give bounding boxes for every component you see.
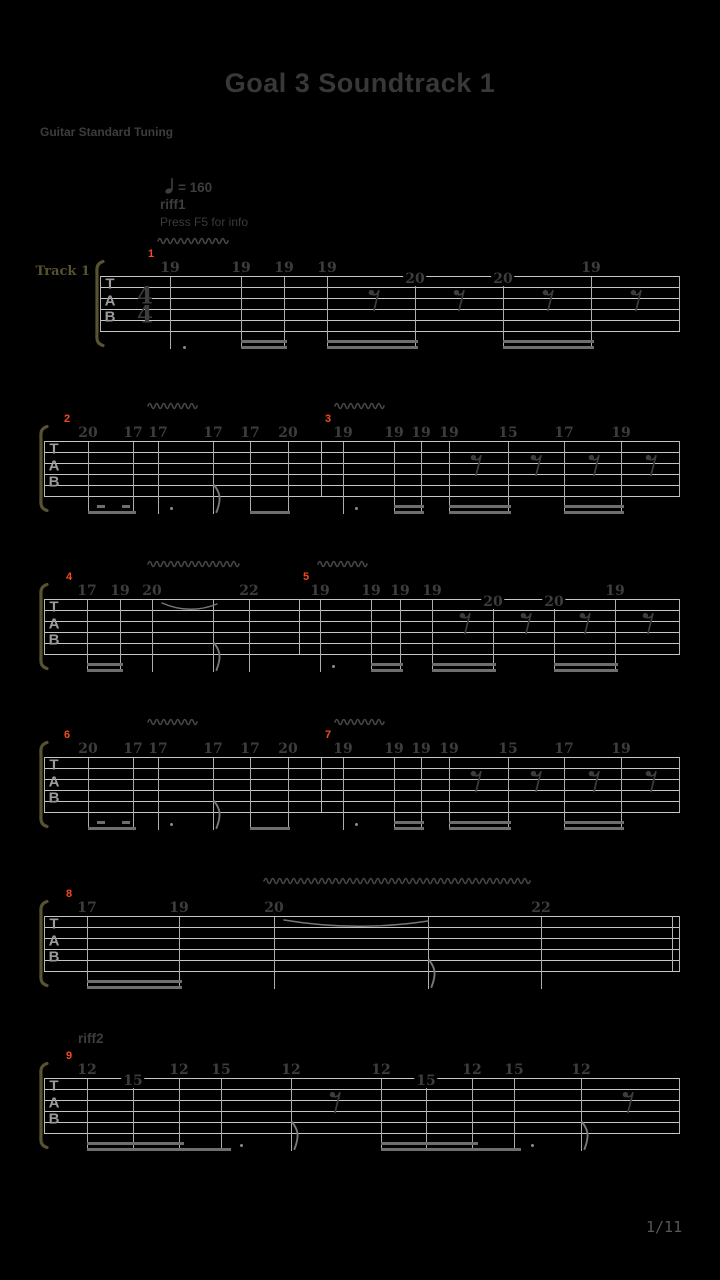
- note-stem: [249, 600, 250, 672]
- page-number: 1/11: [646, 1218, 683, 1236]
- eighth-flag-icon: [213, 643, 223, 671]
- tab-clef-letter: A: [48, 773, 60, 791]
- eighth-rest-icon: [645, 769, 658, 792]
- eighth-rest-icon: [588, 453, 601, 476]
- staff-bracket-icon: [35, 741, 48, 828]
- eighth-flag-icon: [213, 485, 223, 513]
- note-stem: [88, 442, 89, 514]
- eighth-rest-icon: [453, 288, 466, 311]
- note-stem: [415, 277, 416, 349]
- tab-clef-letter: T: [105, 275, 115, 293]
- note-stem: [320, 600, 321, 672]
- measure-number: 2: [64, 413, 71, 425]
- augmentation-dot: [531, 1144, 534, 1147]
- note-stem: [179, 1079, 180, 1151]
- staff-line: [44, 757, 680, 758]
- track-label: Track 1: [35, 264, 90, 279]
- measure-number: 9: [66, 1050, 73, 1062]
- tab-clef-letter: A: [48, 1094, 60, 1112]
- press-f5-info: Press F5 for info: [160, 215, 249, 229]
- staff-line: [44, 654, 680, 655]
- staff-line: [44, 790, 680, 791]
- end-barline: [679, 1078, 681, 1133]
- fret-number: 17: [148, 741, 168, 757]
- vibrato-squiggle-icon: [335, 401, 388, 409]
- fret-number: 20: [278, 741, 298, 757]
- fret-number: 17: [554, 425, 574, 441]
- augmentation-dot: [332, 665, 335, 668]
- note-stem: [158, 442, 159, 514]
- tab-clef-letter: B: [48, 948, 60, 966]
- fret-number: 15: [498, 741, 518, 757]
- fret-number: 12: [169, 1062, 189, 1078]
- tab-clef-letter: B: [48, 789, 60, 807]
- fret-number: 12: [77, 1062, 97, 1078]
- staff-line: [44, 1089, 680, 1090]
- fret-number: 12: [371, 1062, 391, 1078]
- beam: [554, 663, 618, 666]
- tab-clef-letter: T: [49, 1077, 59, 1095]
- tab-clef-letter: A: [48, 615, 60, 633]
- augmentation-dot: [170, 823, 173, 826]
- beam: [381, 1142, 478, 1145]
- augmentation-dot: [355, 507, 358, 510]
- end-barline: [672, 916, 673, 971]
- time-signature-denominator: 4: [136, 301, 154, 329]
- eighth-rest-icon: [459, 611, 472, 634]
- fret-number: 19: [439, 741, 459, 757]
- fret-number: 19: [439, 425, 459, 441]
- beam: [394, 511, 424, 514]
- note-stem: [288, 442, 289, 514]
- staff-line: [44, 1111, 680, 1112]
- note-stem: [371, 600, 372, 672]
- fret-number: 15: [211, 1062, 231, 1078]
- beam: [503, 340, 594, 343]
- note-stem: [421, 442, 422, 514]
- staff-line: [44, 768, 680, 769]
- note-stem: [87, 1079, 88, 1151]
- fret-number: 20: [544, 594, 564, 610]
- eighth-rest-icon: [542, 288, 555, 311]
- fret-number: 20: [78, 741, 98, 757]
- staff-line: [44, 801, 680, 802]
- beam: [394, 505, 424, 508]
- eighth-rest-icon: [588, 769, 601, 792]
- note-stem: [449, 758, 450, 830]
- tab-clef-letter: A: [48, 457, 60, 475]
- eighth-rest-icon: [642, 611, 655, 634]
- beam: [88, 827, 136, 830]
- tab-clef-letter: T: [49, 598, 59, 616]
- beam: [97, 821, 105, 824]
- fret-number: 19: [274, 260, 294, 276]
- note-stem: [250, 758, 251, 830]
- fret-number: 19: [160, 260, 180, 276]
- staff-line: [44, 643, 680, 644]
- note-stem: [87, 600, 88, 672]
- staff-line: [44, 452, 680, 453]
- measure-number: 5: [303, 571, 310, 583]
- staff-line: [44, 496, 680, 497]
- staff-line: [44, 599, 680, 600]
- fret-number: 19: [384, 741, 404, 757]
- augmentation-dot: [240, 1144, 243, 1147]
- beam: [250, 827, 290, 830]
- beam: [87, 663, 123, 666]
- beam: [327, 340, 418, 343]
- fret-number: 20: [405, 271, 425, 287]
- staff-bracket-icon: [35, 900, 48, 987]
- fret-number: 19: [411, 425, 431, 441]
- end-barline: [679, 441, 681, 496]
- beam: [87, 1142, 184, 1145]
- vibrato-squiggle-icon: [148, 559, 245, 567]
- beam: [564, 505, 624, 508]
- note-stem: [426, 1079, 427, 1151]
- barline: [321, 441, 322, 496]
- staff-line: [44, 485, 680, 486]
- beam: [87, 1148, 231, 1151]
- vibrato-squiggle-icon: [318, 559, 372, 567]
- note-stem: [472, 1079, 473, 1151]
- augmentation-dot: [183, 346, 186, 349]
- riff1-label: riff1: [160, 197, 186, 212]
- note-stem: [133, 1079, 134, 1151]
- beam: [241, 340, 287, 343]
- fret-number: 20: [142, 583, 162, 599]
- beam: [88, 511, 136, 514]
- fret-number: 19: [361, 583, 381, 599]
- fret-number: 19: [611, 741, 631, 757]
- note-stem: [274, 917, 275, 989]
- beam: [503, 346, 594, 349]
- note-stem: [394, 442, 395, 514]
- note-stem: [432, 600, 433, 672]
- staff-bracket-icon: [91, 260, 104, 347]
- fret-number: 12: [462, 1062, 482, 1078]
- staff-line: [100, 298, 680, 299]
- staff-line: [100, 287, 680, 288]
- measure-number: 7: [325, 729, 332, 741]
- fret-number: 15: [123, 1073, 143, 1089]
- fret-number: 19: [333, 425, 353, 441]
- note-stem: [514, 1079, 515, 1151]
- note-stem: [493, 600, 494, 672]
- measure-number: 1: [148, 248, 155, 260]
- beam: [449, 821, 511, 824]
- fret-number: 19: [110, 583, 130, 599]
- staff-line: [100, 276, 680, 277]
- riff2-label: riff2: [78, 1031, 104, 1046]
- beam: [250, 511, 290, 514]
- beam: [432, 669, 496, 672]
- staff-line: [44, 1100, 680, 1101]
- fret-number: 19: [390, 583, 410, 599]
- eighth-rest-icon: [630, 288, 643, 311]
- barline: [299, 599, 300, 654]
- staff-line: [44, 960, 680, 961]
- staff-line: [44, 916, 680, 917]
- staff-line: [44, 463, 680, 464]
- note-stem: [158, 758, 159, 830]
- beam: [394, 827, 424, 830]
- tie-arc: [283, 918, 429, 934]
- augmentation-dot: [355, 823, 358, 826]
- fret-number: 19: [333, 741, 353, 757]
- fret-number: 12: [571, 1062, 591, 1078]
- note-stem: [133, 442, 134, 514]
- tab-clef-letter: T: [49, 440, 59, 458]
- eighth-flag-icon: [428, 960, 438, 988]
- fret-number: 20: [278, 425, 298, 441]
- staff-line: [44, 938, 680, 939]
- note-stem: [554, 600, 555, 672]
- note-stem: [541, 917, 542, 989]
- note-stem: [120, 600, 121, 672]
- staff-line: [44, 949, 680, 950]
- eighth-rest-icon: [470, 453, 483, 476]
- staff-bracket-icon: [35, 1062, 48, 1149]
- note-stem: [449, 442, 450, 514]
- beam: [97, 505, 105, 508]
- tab-clef-letter: A: [104, 292, 116, 310]
- note-stem: [152, 600, 153, 672]
- beam: [241, 346, 287, 349]
- note-stem: [250, 442, 251, 514]
- note-stem: [564, 442, 565, 514]
- staff-line: [100, 320, 680, 321]
- fret-number: 17: [123, 425, 143, 441]
- fret-number: 19: [384, 425, 404, 441]
- measure-number: 4: [66, 571, 73, 583]
- fret-number: 17: [123, 741, 143, 757]
- fret-number: 17: [554, 741, 574, 757]
- eighth-rest-icon: [520, 611, 533, 634]
- beam: [449, 505, 511, 508]
- fret-number: 19: [169, 900, 189, 916]
- beam: [432, 663, 496, 666]
- fret-number: 19: [611, 425, 631, 441]
- fret-number: 20: [78, 425, 98, 441]
- staff-line: [100, 331, 680, 332]
- beam: [554, 669, 618, 672]
- staff-line: [44, 779, 680, 780]
- note-stem: [421, 758, 422, 830]
- augmentation-dot: [170, 507, 173, 510]
- eighth-rest-icon: [622, 1090, 635, 1113]
- note-stem: [591, 277, 592, 349]
- fret-number: 15: [504, 1062, 524, 1078]
- fret-number: 17: [148, 425, 168, 441]
- end-barline: [679, 757, 681, 812]
- fret-number: 19: [605, 583, 625, 599]
- note-stem: [615, 600, 616, 672]
- note-stem: [87, 917, 88, 989]
- tie-arc: [161, 601, 218, 617]
- beam: [122, 505, 130, 508]
- vibrato-squiggle-icon: [335, 717, 388, 725]
- beam: [122, 821, 130, 824]
- time-signature-numerator: 4: [136, 282, 154, 310]
- note-stem: [400, 600, 401, 672]
- staff-bracket-icon: [35, 425, 48, 512]
- eighth-rest-icon: [579, 611, 592, 634]
- fret-number: 17: [77, 900, 97, 916]
- eighth-rest-icon: [470, 769, 483, 792]
- beam: [87, 980, 182, 983]
- tempo-value: = 160: [178, 180, 213, 195]
- fret-number: 19: [317, 260, 337, 276]
- fret-number: 20: [493, 271, 513, 287]
- note-stem: [241, 277, 242, 349]
- beam: [371, 669, 403, 672]
- staff-line: [44, 474, 680, 475]
- note-stem: [621, 442, 622, 514]
- fret-number: 19: [411, 741, 431, 757]
- barline: [321, 757, 322, 812]
- end-barline: [679, 276, 681, 331]
- eighth-rest-icon: [368, 288, 381, 311]
- note-stem: [503, 277, 504, 349]
- note-stem: [170, 277, 171, 349]
- vibrato-squiggle-icon: [264, 876, 530, 884]
- eighth-rest-icon: [329, 1090, 342, 1113]
- note-stem: [88, 758, 89, 830]
- beam: [564, 821, 624, 824]
- eighth-rest-icon: [530, 453, 543, 476]
- fret-number: 17: [77, 583, 97, 599]
- tab-clef-letter: B: [104, 308, 116, 326]
- fret-number: 17: [203, 741, 223, 757]
- tab-clef-letter: T: [49, 915, 59, 933]
- eighth-rest-icon: [645, 453, 658, 476]
- note-stem: [343, 442, 344, 514]
- fret-number: 22: [531, 900, 551, 916]
- end-barline: [679, 916, 681, 971]
- note-stem: [221, 1079, 222, 1151]
- beam: [449, 827, 511, 830]
- fret-number: 17: [240, 741, 260, 757]
- tab-clef-letter: B: [48, 631, 60, 649]
- measure-number: 6: [64, 729, 71, 741]
- note-stem: [508, 758, 509, 830]
- note-stem: [343, 758, 344, 830]
- fret-number: 20: [264, 900, 284, 916]
- note-stem: [288, 758, 289, 830]
- beam: [327, 346, 418, 349]
- fret-number: 12: [281, 1062, 301, 1078]
- fret-number: 15: [416, 1073, 436, 1089]
- eighth-rest-icon: [530, 769, 543, 792]
- fret-number: 17: [203, 425, 223, 441]
- beam: [371, 663, 403, 666]
- beam: [87, 986, 182, 989]
- fret-number: 19: [231, 260, 251, 276]
- staff-bracket-icon: [35, 583, 48, 670]
- beam: [394, 821, 424, 824]
- beam: [87, 669, 123, 672]
- measure-number: 3: [325, 413, 332, 425]
- tab-clef-letter: B: [48, 473, 60, 491]
- fret-number: 19: [422, 583, 442, 599]
- end-barline: [679, 599, 681, 654]
- fret-number: 15: [498, 425, 518, 441]
- staff-line: [100, 309, 680, 310]
- note-stem: [179, 917, 180, 989]
- note-stem: [564, 758, 565, 830]
- tab-clef-letter: A: [48, 932, 60, 950]
- page-title: Goal 3 Soundtrack 1: [224, 68, 496, 98]
- tuning-label: Guitar Standard Tuning: [40, 125, 174, 139]
- fret-number: 22: [239, 583, 259, 599]
- fret-number: 19: [310, 583, 330, 599]
- tab-clef-letter: T: [49, 756, 59, 774]
- note-stem: [508, 442, 509, 514]
- note-stem: [327, 277, 328, 349]
- staff-line: [44, 441, 680, 442]
- note-stem: [284, 277, 285, 349]
- vibrato-squiggle-icon: [148, 401, 200, 409]
- vibrato-squiggle-icon: [148, 717, 200, 725]
- staff-line: [44, 971, 680, 972]
- beam: [381, 1148, 521, 1151]
- tab-clef-letter: B: [48, 1110, 60, 1128]
- note-stem: [394, 758, 395, 830]
- measure-number: 8: [66, 888, 73, 900]
- fret-number: 20: [483, 594, 503, 610]
- eighth-flag-icon: [213, 801, 223, 829]
- beam: [564, 511, 624, 514]
- note-stem: [133, 758, 134, 830]
- fret-number: 19: [581, 260, 601, 276]
- vibrato-squiggle-icon: [158, 236, 228, 244]
- note-stem: [621, 758, 622, 830]
- fret-number: 17: [240, 425, 260, 441]
- beam: [564, 827, 624, 830]
- staff-line: [44, 812, 680, 813]
- beam: [449, 511, 511, 514]
- eighth-flag-icon: [581, 1122, 591, 1150]
- note-stem: [381, 1079, 382, 1151]
- eighth-flag-icon: [291, 1122, 301, 1150]
